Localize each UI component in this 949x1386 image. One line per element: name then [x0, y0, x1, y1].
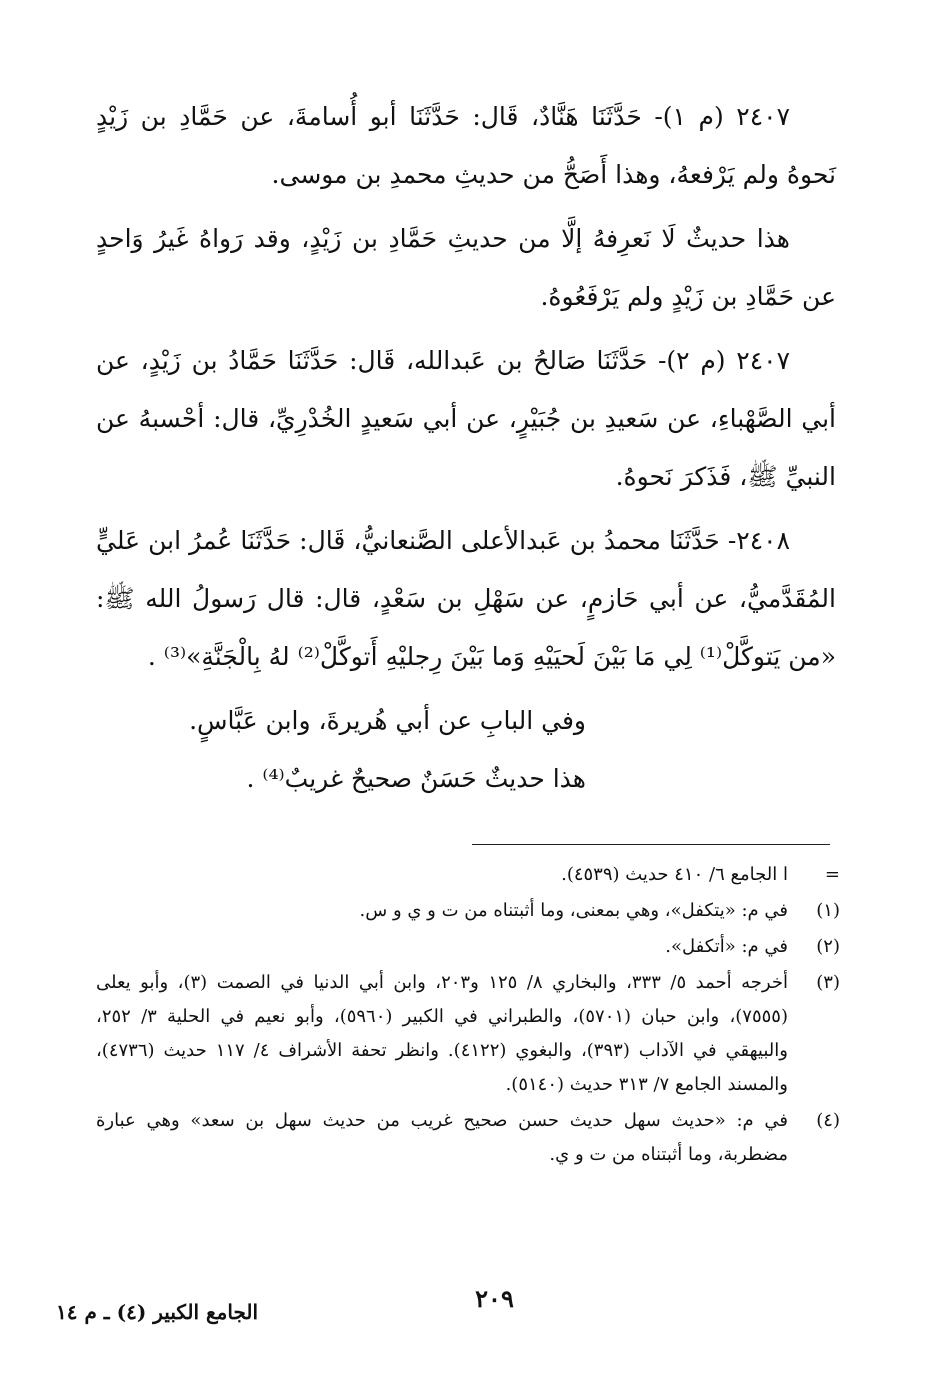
- footnote-4: [96, 1104, 840, 1172]
- footnote-mark: (١): [816, 900, 840, 921]
- hadith-2407-m1: ٢٤٠٧ (م ١)- حَدَّثَنَا هَنَّادٌ، قَال: حَدَّثَنَا أبو أُسامةَ، عن حَمَّادِ بن زَيْدٍ نَحوهُ ولم يَرْفعهُ، وهذا أَصَحُّ من حديثِ محمدِ بن موسى.: [96, 102, 836, 189]
- footnote-mark: =: [824, 864, 840, 885]
- main-text: [96, 88, 836, 808]
- footnote-text: في م: «أتكفل».: [665, 936, 788, 957]
- page-number: ٢٠٩: [475, 1284, 514, 1313]
- hadith-2407-m2: ٢٤٠٧ (م ٢)- حَدَّثَنَا صَالحُ بن عَبدالله، قَال: حَدَّثَنَا حَمَّادُ بن زَيْدٍ، عن أبي الصَّهْباءِ، عن سَعيدِ بن جُبَيْرٍ، عن أبي سَعيدٍ الخُدْرِيِّ، قال: أحْسبهُ عن النبيِّ ﷺ، فَذَكرَ نَحوهُ.: [96, 346, 836, 491]
- footnote-text: ا الجامع ٦/ ٤١٠ حديث (٤٥٣٩).: [561, 864, 788, 885]
- footnote-text: في م: «حديث سهل حديث حسن صحيح غريب من حديث سهل بن سعد» وهي عبارة مضطربة، وما أثبتناه من ت و ي.: [96, 1110, 788, 1165]
- footnote-text: في م: «يتكفل»، وهي بمعنى، وما أثبتناه من ت و ي و س.: [359, 900, 788, 921]
- footnote-2: [96, 930, 840, 964]
- footnote-1: [96, 894, 840, 928]
- footnote-continuation: [96, 858, 840, 892]
- volume-signature: الجامع الكبير (٤) ـ م ١٤: [56, 1300, 259, 1324]
- commentary-2407-m1: هذا حديثٌ لَا نَعرِفهُ إلَّا من حديثِ حَمَّادِ بن زَيْدٍ، وقد رَواهُ غَيرُ وَاحدٍ عن حَمَّادِ بن زَيْدٍ ولم يَرْفَعُوهُ.: [96, 224, 836, 311]
- footnote-mark: (٤): [816, 1110, 840, 1131]
- hadith-2408: ٢٤٠٨- حَدَّثَنَا محمدُ بن عَبدالأعلى الصَّنعانيُّ، قَال: حَدَّثَنَا عُمرُ ابن عَليٍّ المُقَدَّميُّ، عن أبي حَازمٍ، عن سَهْلِ بن سَعْدٍ، قال: قال رَسولُ الله ﷺ: «من يَتوكَّلْ⁽¹⁾ لِي مَا بَيْنَ لَحيَيْهِ وَما بَيْنَ رِجليْهِ أَتوكَّلْ⁽²⁾ لهُ بِالْجَنَّةِ»⁽³⁾ .: [96, 526, 836, 671]
- footnote-3: [96, 966, 840, 1102]
- footnote-mark: (٣): [816, 972, 840, 993]
- footnote-mark: (٢): [816, 936, 840, 957]
- grading-note: هذا حديثٌ حَسَنٌ صحيحٌ غريبٌ⁽⁴⁾ .: [246, 764, 586, 793]
- chapter-note: وفي البابِ عن أبي هُريرةَ، وابن عَبَّاسٍ.: [189, 706, 586, 735]
- footnote-text: أخرجه أحمد ٥/ ٣٣٣، والبخاري ٨/ ١٢٥ و٢٠٣، وابن أبي الدنيا في الصمت (٣)، وأبو يعلى (٧٥٥٥)، وابن حبان (٥٧٠١)، والطبراني في الكبير (٥٩٦٠)، وأبو نعيم في الحلية ٣/ ٢٥٢، والبيهقي في الآداب (٣٩٣)، والبغوي (٤١٢٢). وانظر تحفة الأشراف ٤/ ١١٧ حديث (٤٧٣٦)، والمسند الجامع ٧/ ٣١٣ حديث (٥١٤٠).: [96, 972, 788, 1095]
- footnote-divider: [472, 844, 830, 845]
- footnotes: [96, 858, 840, 1172]
